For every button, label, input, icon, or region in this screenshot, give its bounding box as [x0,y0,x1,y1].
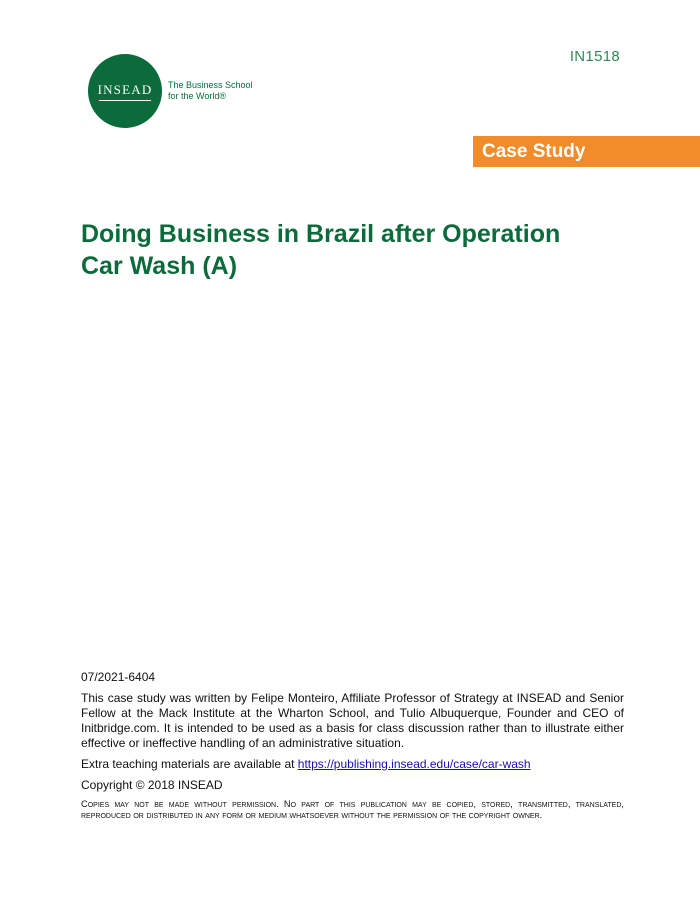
logo-tagline [168,80,253,102]
teaching-materials [81,757,624,772]
title-line-1: Doing Business in Brazil after Operation [81,220,561,248]
tagline-line-1: The Business School [168,80,253,90]
materials-link[interactable]: https://publishing.insead.edu/case/car-wash [297,757,531,771]
tagline-line-2: for the World® [168,91,226,101]
title-line-2: Car Wash (A) [81,252,238,280]
case-description: This case study was written by Felipe Monteiro, Affiliate Professor of Strategy at INSEAD and Senior Fellow at the Mack Institute at the Wharton School, and Tulio Albuquerque, Founder and CEO of Initbridge.com. It is intended to be used as a basis for class discussion rather than to illustrate either effective or ineffective handling of an administrative situation. [81,691,624,750]
copyright-notice: Copies may not be made without permission. No part of this publication may be copied, stored, transmitted, translated, reproduced or distributed in any form or medium whatsoever without the permission of the copyright owner. [81,799,624,820]
logo-circle [88,54,162,128]
document-footer [81,670,624,827]
date-code: 07/2021-6404 [81,670,156,684]
insead-logo [88,54,253,128]
copyright: Copyright © 2018 INSEAD [81,778,223,792]
case-code: IN1518 [569,48,620,65]
logo-rule [99,100,151,101]
document-title [81,218,621,282]
case-study-banner: Case Study [473,136,700,167]
logo-wordmark: INSEAD [97,81,153,97]
materials-prefix: Extra teaching materials are available at [81,757,298,771]
